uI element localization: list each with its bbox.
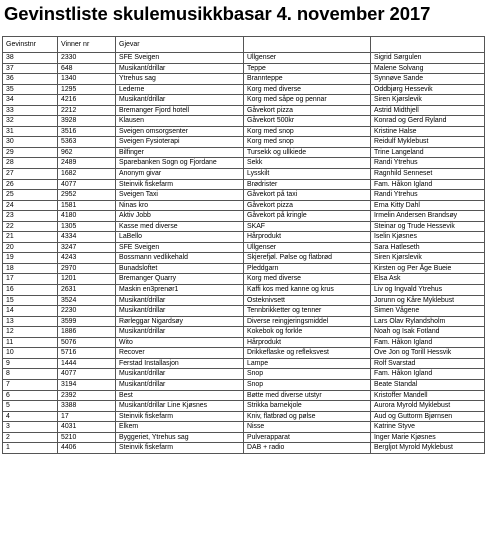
table-row	[3, 316, 485, 327]
cell-gevinstnr: 37	[3, 63, 58, 74]
cell-gjevar: Kasse med diverse	[116, 221, 244, 232]
prize-table	[2, 36, 485, 454]
cell-gevinstnr: 1	[3, 443, 58, 454]
cell-vinnar: Sara Hatleseth	[371, 242, 485, 253]
table-row	[3, 422, 485, 433]
cell-gjevar: Bilfinger	[116, 147, 244, 158]
cell-vinner-nr: 17	[58, 411, 116, 422]
cell-gevinst: Gåvekort pizza	[244, 200, 371, 211]
cell-vinner-nr: 3599	[58, 316, 116, 327]
cell-gevinstnr: 7	[3, 379, 58, 390]
cell-vinner-nr: 5210	[58, 432, 116, 443]
cell-gevinstnr: 35	[3, 84, 58, 95]
table-row	[3, 327, 485, 338]
cell-gevinstnr: 32	[3, 116, 58, 127]
cell-vinner-nr: 5076	[58, 337, 116, 348]
cell-vinner-nr: 3388	[58, 401, 116, 412]
cell-gjevar: Steinvik fiskefarm	[116, 179, 244, 190]
cell-vinner-nr: 5363	[58, 137, 116, 148]
cell-vinner-nr: 2631	[58, 285, 116, 296]
table-row	[3, 390, 485, 401]
cell-gevinst: Pulverapparat	[244, 432, 371, 443]
cell-vinnar: Synnøve Sande	[371, 74, 485, 85]
cell-gjevar: Bremanger Fjord hotell	[116, 105, 244, 116]
cell-gevinst: DAB + radio	[244, 443, 371, 454]
cell-gevinstnr: 4	[3, 411, 58, 422]
table-row	[3, 200, 485, 211]
cell-gevinst: Tennbrikketter og tenner	[244, 306, 371, 317]
cell-vinner-nr: 1340	[58, 74, 116, 85]
table-row	[3, 263, 485, 274]
cell-vinnar: Kristoffer Mandell	[371, 390, 485, 401]
cell-gevinstnr: 38	[3, 53, 58, 64]
table-row	[3, 253, 485, 264]
table-row	[3, 126, 485, 137]
cell-gevinst: Gåvekort på kringle	[244, 211, 371, 222]
cell-vinnar: Lars Olav Rylandsholm	[371, 316, 485, 327]
cell-vinner-nr: 3928	[58, 116, 116, 127]
cell-gevinst: Korg med snop	[244, 137, 371, 148]
cell-vinner-nr: 1305	[58, 221, 116, 232]
cell-gevinst: Pleddgarn	[244, 263, 371, 274]
cell-vinnar: Erna Kitty Dahl	[371, 200, 485, 211]
cell-vinner-nr: 1886	[58, 327, 116, 338]
table-row	[3, 95, 485, 106]
table-row	[3, 169, 485, 180]
table-row	[3, 443, 485, 454]
cell-vinnar: Randi Ytrehus	[371, 158, 485, 169]
cell-gevinstnr: 34	[3, 95, 58, 106]
cell-gjevar: Bossmann vedlikehald	[116, 253, 244, 264]
cell-gevinst: Gåvekort pizza	[244, 105, 371, 116]
cell-gevinstnr: 22	[3, 221, 58, 232]
cell-vinnar: Randi Ytrehus	[371, 190, 485, 201]
cell-gjevar: Klausen	[116, 116, 244, 127]
cell-vinner-nr: 4077	[58, 179, 116, 190]
cell-gjevar: Recover	[116, 348, 244, 359]
cell-gevinst: Korg med snop	[244, 126, 371, 137]
cell-gjevar: Musikant/drillar	[116, 306, 244, 317]
cell-gevinstnr: 24	[3, 200, 58, 211]
cell-gjevar: Musikant/drillar	[116, 95, 244, 106]
table-header-row	[3, 37, 485, 53]
cell-gevinstnr: 33	[3, 105, 58, 116]
header-gjevar: Gjevar	[116, 37, 244, 53]
header-gevinst	[244, 37, 371, 53]
cell-vinnar: Rolf Svarstad	[371, 358, 485, 369]
cell-gevinstnr: 27	[3, 169, 58, 180]
cell-vinnar: Siren Kjørslevik	[371, 95, 485, 106]
table-row	[3, 337, 485, 348]
cell-gevinst: Ullgenser	[244, 53, 371, 64]
cell-gevinstnr: 9	[3, 358, 58, 369]
table-row	[3, 84, 485, 95]
cell-vinnar: Kirsten og Per Åge Bueie	[371, 263, 485, 274]
cell-gjevar: Musikant/drillar	[116, 295, 244, 306]
cell-gevinst: Diverse reingjeringsmiddel	[244, 316, 371, 327]
cell-gjevar: Elkem	[116, 422, 244, 433]
cell-gevinst: Kniv, flatbrød og pølse	[244, 411, 371, 422]
cell-vinner-nr: 648	[58, 63, 116, 74]
cell-gevinst: Strikka barnekjole	[244, 401, 371, 412]
cell-vinnar: Trine Langeland	[371, 147, 485, 158]
cell-gjevar: Ytrehus sag	[116, 74, 244, 85]
cell-gevinst: Kokebok og forkle	[244, 327, 371, 338]
cell-vinnar: Katrine Styve	[371, 422, 485, 433]
cell-gevinst: Bøtte med diverse utstyr	[244, 390, 371, 401]
table-row	[3, 369, 485, 380]
cell-gevinst: Gåvekort på taxi	[244, 190, 371, 201]
cell-gevinst: Brødrister	[244, 179, 371, 190]
cell-gevinstnr: 15	[3, 295, 58, 306]
table-row	[3, 242, 485, 253]
cell-gevinst: Teppe	[244, 63, 371, 74]
cell-gevinstnr: 5	[3, 401, 58, 412]
cell-gevinst: Lampe	[244, 358, 371, 369]
cell-gjevar: Bremanger Quarry	[116, 274, 244, 285]
cell-vinnar: Noah og Isak Fotland	[371, 327, 485, 338]
cell-gevinstnr: 19	[3, 253, 58, 264]
cell-gjevar: LaBello	[116, 232, 244, 243]
cell-gevinstnr: 10	[3, 348, 58, 359]
table-row	[3, 158, 485, 169]
cell-gevinst: Kaffi kos med kanne og krus	[244, 285, 371, 296]
table-row	[3, 105, 485, 116]
cell-gjevar: Rørleggar Nigardsøy	[116, 316, 244, 327]
cell-gjevar: Best	[116, 390, 244, 401]
cell-vinner-nr: 1295	[58, 84, 116, 95]
cell-gevinstnr: 21	[3, 232, 58, 243]
cell-vinner-nr: 2392	[58, 390, 116, 401]
cell-gjevar: Sveigen omsorgsenter	[116, 126, 244, 137]
cell-gevinst: SKAF	[244, 221, 371, 232]
cell-gjevar: Bunadsloftet	[116, 263, 244, 274]
cell-vinnar: Inger Marie Kjøsnes	[371, 432, 485, 443]
cell-gjevar: Aktiv Jobb	[116, 211, 244, 222]
cell-gjevar: Steinvik fiskefarm	[116, 443, 244, 454]
cell-gevinst: Korg med diverse	[244, 274, 371, 285]
cell-gevinst: Tursekk og ullkiede	[244, 147, 371, 158]
table-row	[3, 137, 485, 148]
cell-gevinst: Korg med såpe og pennar	[244, 95, 371, 106]
cell-vinnar: Bergljot Myrold Myklebust	[371, 443, 485, 454]
cell-vinnar: Jorunn og Kåre Myklebust	[371, 295, 485, 306]
cell-gjevar: Anonym givar	[116, 169, 244, 180]
cell-gevinst: Osteknivsett	[244, 295, 371, 306]
cell-vinnar: Simen Vågene	[371, 306, 485, 317]
cell-vinner-nr: 2970	[58, 263, 116, 274]
cell-vinnar: Konrad og Gerd Ryland	[371, 116, 485, 127]
table-row	[3, 232, 485, 243]
cell-gjevar: SFE Sveigen	[116, 242, 244, 253]
table-row	[3, 116, 485, 127]
cell-vinnar: Beate Standal	[371, 379, 485, 390]
document-title: Gevinstliste skulemusikkbasar 4. november 2017	[4, 3, 431, 24]
cell-gevinstnr: 28	[3, 158, 58, 169]
cell-vinnar: Ragnhild Senneset	[371, 169, 485, 180]
cell-vinnar: Astrid Midthjell	[371, 105, 485, 116]
cell-gevinst: Snop	[244, 379, 371, 390]
cell-gevinstnr: 29	[3, 147, 58, 158]
cell-gevinst: Skjerefjøl. Pølse og flatbrød	[244, 253, 371, 264]
cell-vinner-nr: 1201	[58, 274, 116, 285]
table-row	[3, 63, 485, 74]
cell-gevinstnr: 11	[3, 337, 58, 348]
cell-gevinstnr: 36	[3, 74, 58, 85]
cell-gevinst: Sekk	[244, 158, 371, 169]
cell-vinner-nr: 3194	[58, 379, 116, 390]
cell-vinnar: Ove Jon og Torill Hessvik	[371, 348, 485, 359]
cell-vinnar: Fam. Håkon Igland	[371, 369, 485, 380]
cell-gjevar: Musikant/drillar Line Kjøsnes	[116, 401, 244, 412]
cell-gjevar: Ninas kro	[116, 200, 244, 211]
cell-vinner-nr: 4406	[58, 443, 116, 454]
cell-gevinst: Lysskilt	[244, 169, 371, 180]
table-row	[3, 147, 485, 158]
cell-gevinst: Ullgenser	[244, 242, 371, 253]
cell-gevinstnr: 31	[3, 126, 58, 137]
cell-vinnar: Kristine Halse	[371, 126, 485, 137]
cell-gevinstnr: 20	[3, 242, 58, 253]
cell-gevinstnr: 26	[3, 179, 58, 190]
cell-vinner-nr: 2230	[58, 306, 116, 317]
cell-gevinst: Gåvekort 500kr	[244, 116, 371, 127]
cell-vinner-nr: 4077	[58, 369, 116, 380]
cell-gjevar: Sparebanken Sogn og Fjordane	[116, 158, 244, 169]
table-row	[3, 190, 485, 201]
cell-gevinstnr: 25	[3, 190, 58, 201]
cell-gevinstnr: 8	[3, 369, 58, 380]
cell-gjevar: Musikant/drillar	[116, 63, 244, 74]
cell-vinner-nr: 962	[58, 147, 116, 158]
cell-gjevar: Maskin en3prenør1	[116, 285, 244, 296]
cell-gevinstnr: 12	[3, 327, 58, 338]
cell-gevinst: Snop	[244, 369, 371, 380]
table-body	[3, 53, 485, 454]
cell-vinnar: Steinar og Trude Hessevik	[371, 221, 485, 232]
table-row	[3, 348, 485, 359]
cell-vinnar: Sigrid Sørgulen	[371, 53, 485, 64]
cell-vinner-nr: 2330	[58, 53, 116, 64]
cell-vinner-nr: 2489	[58, 158, 116, 169]
header-vinnar	[371, 37, 485, 53]
cell-gjevar: Musikant/drillar	[116, 369, 244, 380]
cell-gjevar: Ferstad Installasjon	[116, 358, 244, 369]
cell-gjevar: Sveigen Fysioterapi	[116, 137, 244, 148]
table-row	[3, 295, 485, 306]
cell-vinnar: Fam. Håkon Igland	[371, 337, 485, 348]
cell-vinner-nr: 4216	[58, 95, 116, 106]
table-row	[3, 358, 485, 369]
cell-vinnar: Aurora Myrold Myklebust	[371, 401, 485, 412]
cell-gevinst: Korg med diverse	[244, 84, 371, 95]
cell-gevinstnr: 16	[3, 285, 58, 296]
table-row	[3, 74, 485, 85]
cell-gjevar: Steinvik fiskefarm	[116, 411, 244, 422]
cell-gjevar: Musikant/drillar	[116, 327, 244, 338]
cell-gevinst: Nisse	[244, 422, 371, 433]
cell-vinner-nr: 3247	[58, 242, 116, 253]
cell-gjevar: Lederne	[116, 84, 244, 95]
cell-gevinst: Hårprodukt	[244, 232, 371, 243]
cell-gjevar: Sveigen Taxi	[116, 190, 244, 201]
cell-vinner-nr: 4031	[58, 422, 116, 433]
header-gevinstnr: Gevinstnr	[3, 37, 58, 53]
cell-vinner-nr: 5716	[58, 348, 116, 359]
cell-gevinstnr: 14	[3, 306, 58, 317]
cell-gevinstnr: 2	[3, 432, 58, 443]
table-row	[3, 401, 485, 412]
cell-gevinstnr: 13	[3, 316, 58, 327]
table-row	[3, 432, 485, 443]
cell-vinnar: Oddbjørg Hessevik	[371, 84, 485, 95]
cell-gevinst: Brannteppe	[244, 74, 371, 85]
cell-vinnar: Liv og Ingvald Ytrehus	[371, 285, 485, 296]
cell-gevinstnr: 6	[3, 390, 58, 401]
cell-vinner-nr: 1682	[58, 169, 116, 180]
cell-gjevar: Byggeriet, Ytrehus sag	[116, 432, 244, 443]
table-row	[3, 211, 485, 222]
table-row	[3, 53, 485, 64]
cell-vinnar: Elsa Ask	[371, 274, 485, 285]
cell-gevinstnr: 30	[3, 137, 58, 148]
cell-vinner-nr: 4243	[58, 253, 116, 264]
cell-vinnar: Irmelin Andersen Brandsøy	[371, 211, 485, 222]
table-row	[3, 379, 485, 390]
table-row	[3, 179, 485, 190]
cell-gevinstnr: 3	[3, 422, 58, 433]
cell-vinnar: Iselin Kjøsnes	[371, 232, 485, 243]
cell-vinner-nr: 2212	[58, 105, 116, 116]
cell-gevinst: Hårprodukt	[244, 337, 371, 348]
cell-gevinstnr: 18	[3, 263, 58, 274]
table-row	[3, 411, 485, 422]
cell-gevinst: Drikkeflaske og refleksvest	[244, 348, 371, 359]
cell-vinnar: Fam. Håkon Igland	[371, 179, 485, 190]
cell-vinner-nr: 1444	[58, 358, 116, 369]
table-row	[3, 306, 485, 317]
cell-gevinstnr: 17	[3, 274, 58, 285]
table-row	[3, 285, 485, 296]
cell-vinner-nr: 4180	[58, 211, 116, 222]
cell-vinner-nr: 1581	[58, 200, 116, 211]
cell-vinner-nr: 4334	[58, 232, 116, 243]
table-row	[3, 274, 485, 285]
table-row	[3, 221, 485, 232]
header-vinner-nr: Vinner nr	[58, 37, 116, 53]
cell-gevinstnr: 23	[3, 211, 58, 222]
cell-gjevar: Wito	[116, 337, 244, 348]
cell-vinner-nr: 3516	[58, 126, 116, 137]
cell-vinner-nr: 2952	[58, 190, 116, 201]
cell-vinnar: Malene Solvang	[371, 63, 485, 74]
cell-vinner-nr: 3524	[58, 295, 116, 306]
cell-gjevar: Musikant/drillar	[116, 379, 244, 390]
cell-vinnar: Reidulf Myklebust	[371, 137, 485, 148]
cell-vinnar: Aud og Guttorm Bjørnsen	[371, 411, 485, 422]
cell-gjevar: SFE Sveigen	[116, 53, 244, 64]
cell-vinnar: Siren Kjørslevik	[371, 253, 485, 264]
